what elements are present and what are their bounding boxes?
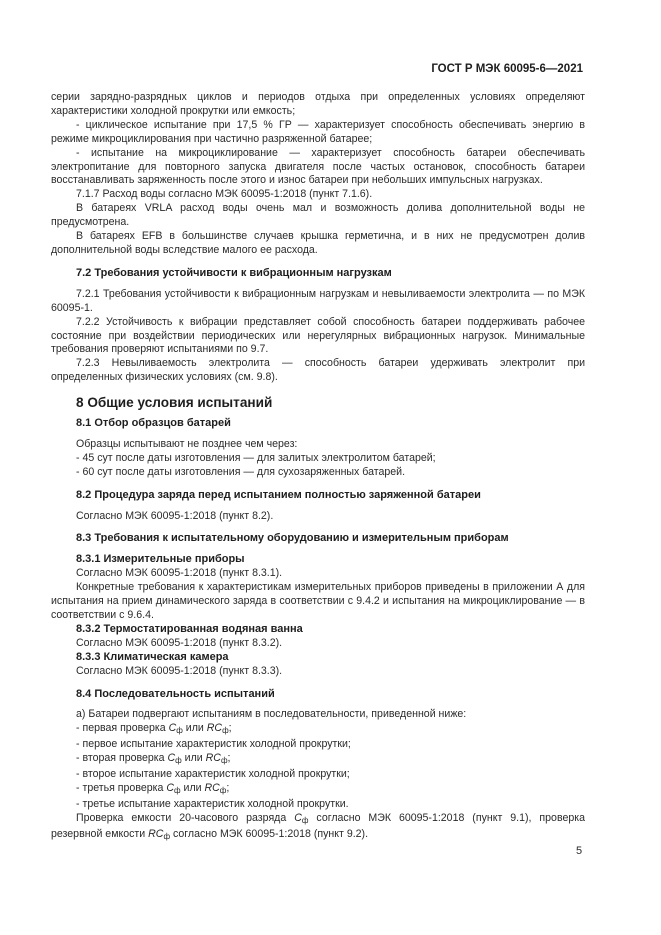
section-heading-8-3-2: 8.3.2 Термостатированная водяная ванна: [76, 622, 303, 635]
paragraph: а) Батареи подвергают испытаниям в последовательности, приведенной ниже:: [76, 708, 467, 721]
page-content: [51, 91, 585, 844]
section-heading-8-3-3: 8.3.3 Климатическая камера: [76, 650, 229, 663]
paragraph: Конкретные требования к характеристикам измерительных приборов приведены в приложении А для испытания на прием динамического заряда в соответствии с 9.4.2 и испытания на микроциклирование — в соответствии с 9.6.4.: [51, 581, 585, 621]
list-item: - циклическое испытание при 17,5 % ГР — характеризует способность обеспечивать энергию в режиме микроциклирования при частично разряженной батарее;: [51, 118, 585, 145]
section-heading-8-2: 8.2 Процедура заряда перед испытанием полностью заряженной батареи: [76, 488, 481, 501]
list-item: - 60 сут после даты изготовления — для сухозаряженных батарей.: [76, 465, 406, 478]
clause-7-2-3: 7.2.3 Невыливаемость электролита — способность батареи удерживать электролит при определенных физических условиях (см. 9.8).: [51, 357, 585, 384]
paragraph: Согласно МЭК 60095-1:2018 (пункт 8.2).: [76, 509, 274, 522]
clause-7-2-2: 7.2.2 Устойчивость к вибрации представляет собой способность батареи поддерживать рабочее состояние при воздействии периодических или нерегулярных вибрационных нагрузок. Минимальные требования проверяют испытаниями по 9.7.: [51, 315, 585, 356]
section-heading-8-3-1: 8.3.1 Измерительные приборы: [76, 553, 245, 566]
clause-7-2-1: 7.2.1 Требования устойчивости к вибрационным нагрузкам и невыливаемости электролита — по МЭК 60095-1.: [51, 287, 585, 314]
page-number: 5: [576, 845, 583, 857]
paragraph: Согласно МЭК 60095-1:2018 (пункт 8.3.2).: [76, 636, 283, 649]
list-item: - первая проверка $C_ф$ или $RC_ф$;: [76, 722, 232, 736]
section-heading-8-1: 8.1 Отбор образцов батарей: [76, 417, 231, 430]
paragraph: Согласно МЭК 60095-1:2018 (пункт 8.3.1).: [76, 567, 283, 580]
section-heading-8-4: 8.4 Последовательность испытаний: [76, 687, 275, 700]
paragraph: Проверка емкости 20-часового разряда $C_ф$ согласно МЭК 60095-1:2018 (пункт 9.1), проверка резервной емкости $RC_ф$ согласно МЭК 60095-1:2018 (пункт 9.2).: [51, 811, 585, 841]
list-item: - вторая проверка $C_ф$ или $RC_ф$;: [76, 752, 231, 766]
section-heading-7-2: 7.2 Требования устойчивости к вибрационным нагрузкам: [76, 266, 392, 279]
document-header: ГОСТ Р МЭК 60095-6—2021: [431, 63, 583, 75]
paragraph: Образцы испытывают не позднее чем через:: [76, 437, 298, 450]
list-item: - третье испытание характеристик холодной прокрутки.: [76, 797, 349, 810]
list-item: - третья проверка $C_ф$ или $RC_ф$;: [76, 781, 230, 795]
list-item: - первое испытание характеристик холодной прокрутки;: [76, 738, 351, 751]
list-item: - 45 сут после даты изготовления — для залитых электролитом батарей;: [76, 451, 436, 464]
paragraph: Согласно МЭК 60095-1:2018 (пункт 8.3.3).: [76, 664, 283, 677]
paragraph: В батареях VRLA расход воды очень мал и возможность долива дополнительной воды не предусмотрена.: [51, 202, 585, 229]
paragraph: В батареях EFB в большинстве случаев крышка герметична, и в них не предусмотрен долив дополнительной воды вследствие малого ее расхода.: [51, 230, 585, 256]
section-heading-8: 8 Общие условия испытаний: [76, 395, 273, 411]
paragraph: серии зарядно-разрядных циклов и периодов отдыха при определенных условиях определяют характеристики холодной прокрутки или емкость;: [51, 91, 585, 117]
section-heading-8-3: 8.3 Требования к испытательному оборудованию и измерительным приборам: [76, 532, 509, 545]
list-item: - испытание на микроциклирование — характеризует способность батареи обеспечивать электропитание для повторного запуска двигателя после частых остановок, способность батареи восстанавливать заряженность после этого и износ батареи при небольших импульсных нагрузках.: [51, 146, 585, 187]
clause-7-1-7: 7.1.7 Расход воды согласно МЭК 60095-1:2018 (пункт 7.1.6).: [76, 188, 373, 201]
list-item: - второе испытание характеристик холодной прокрутки;: [76, 768, 350, 781]
